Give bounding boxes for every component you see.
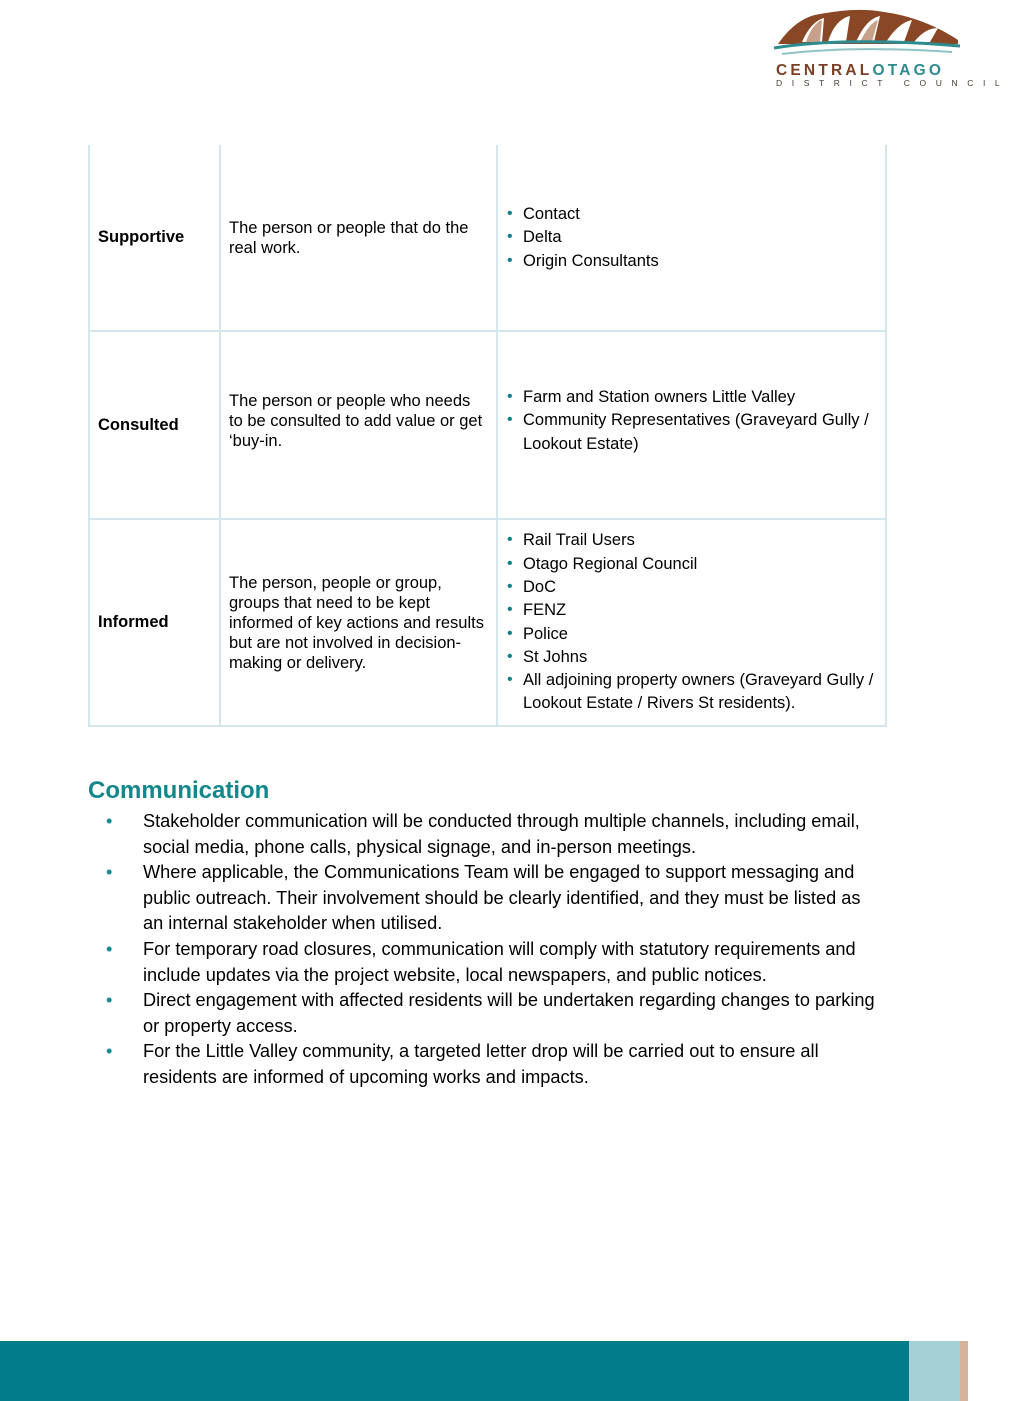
role-cell: Informed xyxy=(89,519,220,726)
footer-accent-tan xyxy=(960,1341,968,1401)
role-cell: Consulted xyxy=(89,331,220,519)
section-heading: Communication xyxy=(88,777,270,804)
table-row xyxy=(89,145,886,331)
stakeholders-cell xyxy=(497,331,886,519)
table-row xyxy=(89,519,886,726)
role-cell: Supportive xyxy=(89,145,220,331)
list-item: • Origin Consultants xyxy=(506,250,877,273)
logo-wordmark: CENTRALOTAGO xyxy=(776,62,945,79)
list-item: • All adjoining property owners (Graveyard Gully / Lookout Estate / Rivers St residents). xyxy=(506,669,877,716)
hills-logo-icon xyxy=(772,6,962,62)
council-logo xyxy=(772,6,1009,90)
list-item: • Police xyxy=(506,623,877,646)
communication-list xyxy=(88,809,888,1091)
list-item: • Stakeholder communication will be conducted through multiple channels, including email, social media, phone calls, physical signage, and in-person meetings. xyxy=(88,809,888,860)
footer-accent-light xyxy=(909,1341,960,1401)
list-item: • Otago Regional Council xyxy=(506,553,877,576)
list-item: • St Johns xyxy=(506,646,877,669)
logo-subtitle: DISTRICT COUNCIL xyxy=(776,78,1009,88)
list-item: • Direct engagement with affected residents will be undertaken regarding changes to parking or property access. xyxy=(88,988,888,1039)
description-cell: The person or people who needs to be consulted to add value or get ‘buy-in. xyxy=(220,331,497,519)
list-item: • For temporary road closures, communication will comply with statutory requirements and include updates via the project website, local newspapers, and public notices. xyxy=(88,937,888,988)
list-item: • Farm and Station owners Little Valley xyxy=(506,386,877,409)
stakeholders-cell xyxy=(497,519,886,726)
table-row xyxy=(89,331,886,519)
stakeholders-cell xyxy=(497,145,886,331)
list-item: • Community Representatives (Graveyard Gully / Lookout Estate) xyxy=(506,409,877,456)
description-cell: The person, people or group, groups that need to be kept informed of key actions and results but are not involved in decision-making or delivery. xyxy=(220,519,497,726)
list-item: • DoC xyxy=(506,576,877,599)
description-cell: The person or people that do the real work. xyxy=(220,145,497,331)
list-item: • Delta xyxy=(506,226,877,249)
raci-table xyxy=(88,145,887,727)
footer-band xyxy=(0,1341,909,1401)
list-item: • Contact xyxy=(506,203,877,226)
list-item: • FENZ xyxy=(506,599,877,622)
list-item: • Rail Trail Users xyxy=(506,529,877,552)
list-item: • Where applicable, the Communications Team will be engaged to support messaging and public outreach. Their involvement should be clearly identified, and they must be listed as an internal stakeholder when utilised. xyxy=(88,860,888,937)
list-item: • For the Little Valley community, a targeted letter drop will be carried out to ensure all residents are informed of upcoming works and impacts. xyxy=(88,1039,888,1090)
